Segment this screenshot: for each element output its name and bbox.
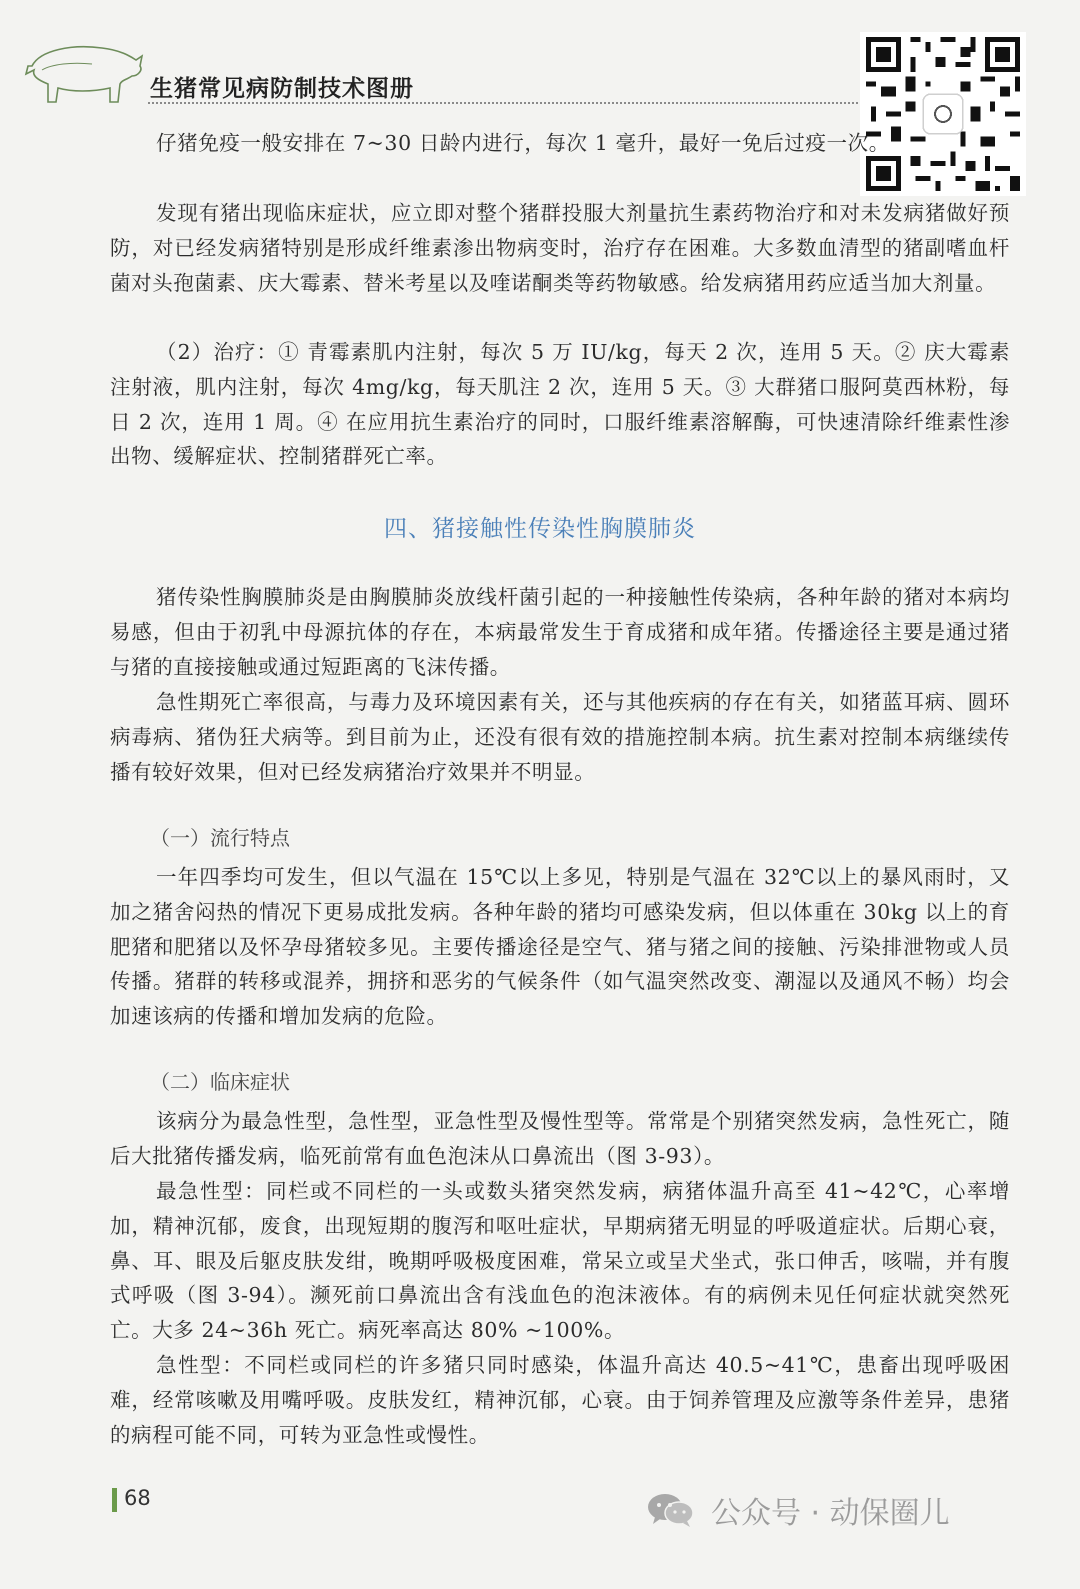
paragraph-treatment-intro: 发现有猪出现临床症状，应立即对整个猪群投服大剂量抗生素药物治疗和对未发病猪做好预防，对已经发病猪特别是形成纤维素渗出物病变时，治疗存在困难。大多数血清型的猪副嗜血杆菌对头孢菌素、庆大霉素、替米考星以及喹诺酮类等药物敏感。给发病猪用药应适当加大剂量。 (110, 201, 1010, 295)
book-title: 生猪常见病防制技术图册 (150, 75, 414, 102)
watermark (645, 1488, 950, 1532)
paragraph-intro-2: 急性期死亡率很高，与毒力及环境因素有关，还与其他疾病的存在有关，如猪蓝耳病、圆环病毒病、猪伪狂犬病等。到目前为止，还没有很有效的措施控制本病。抗生素对控制本病继续传播有较好效果，但对已经发病猪治疗效果并不明显。 (110, 690, 1010, 784)
paragraph-epidemiology: 一年四季均可发生，但以气温在 15℃以上多见，特别是气温在 32℃以上的暴风雨时，又加之猪舍闷热的情况下更易成批发病。各种年龄的猪均可感染发病，但以体重在 30kg 以上的育肥猪和肥猪以及怀孕母猪较多见。主要传播途径是空气、猪与猪之间的接触、污染排泄物或人员传播。猪群的转移或混养，拥挤和恶劣的气候条件（如气温突然改变、潮湿以及通风不畅）均会加速该病的传播和增加发病的危险。 (110, 865, 1010, 1029)
page-number: 68 (124, 1486, 151, 1510)
watermark-text: 公众号 · 动保圈儿 (711, 1496, 950, 1531)
paragraph-symptoms-overview: 该病分为最急性型，急性型，亚急性型及慢性型等。常常是个别猪突然发病，急性死亡，随后大批猪传播发病，临死前常有血色泡沫从口鼻流出（图 3-93）。 (110, 1109, 1010, 1168)
paragraph-vaccination: 仔猪免疫一般安排在 7~30 日龄内进行，每次 1 毫升，最好一免后过疫一次。 (156, 131, 890, 155)
paragraph-intro-1: 猪传染性胸膜肺炎是由胸膜肺炎放线杆菌引起的一种接触性传染病，各种年龄的猪对本病均易感，但由于初乳中母源抗体的存在，本病最常发生于育成猪和成年猪。传播途径主要是通过猪与猪的直接接触或通过短距离的飞沫传播。 (110, 585, 1010, 679)
paragraph-acute-form: 急性型：不同栏或同栏的许多猪只同时感染，体温升高达 40.5~41℃，患畜出现呼吸困难，经常咳嗽及用嘴呼吸。皮肤发红，精神沉郁，心衰。由于饲养管理及应激等条件差异，患猪的病程可能不同，可转为亚急性或慢性。 (110, 1353, 1010, 1447)
page-number-marker (112, 1488, 117, 1512)
header-divider (148, 102, 858, 104)
wechat-icon (645, 1491, 697, 1529)
paragraph-treatment-list: （2）治疗：① 青霉素肌内注射，每次 5 万 IU/kg，每天 2 次，连用 5 天。② 庆大霉素注射液，肌内注射，每次 4mg/kg，每天肌注 2 次，连用 5 天。③ 大群猪口服阿莫西林粉，每日 2 次，连用 1 周。④ 在应用抗生素治疗的同时，口服纤维素溶解酶，可快速清除纤维素性渗出物、缓解症状、控制猪群死亡率。 (110, 340, 1010, 469)
section-title: 四、猪接触性传染性胸膜肺炎 (384, 516, 696, 542)
qr-code-icon (860, 32, 1026, 196)
paragraph-peracute-form: 最急性型：同栏或不同栏的一头或数头猪突然发病，病猪体温升高至 41~42℃，心率增加，精神沉郁，废食，出现短期的腹泻和呕吐症状，早期病猪无明显的呼吸道症状。后期心衰，鼻、耳、眼及后躯皮肤发绀，晚期呼吸极度困难，常呆立或呈犬坐式，张口伸舌，咳喘，并有腹式呼吸（图 3-94）。濒死前口鼻流出含有浅血色的泡沫液体。有的病例未见任何症状就突然死亡。大多 24~36h 死亡。病死率高达 80% ~100%。 (110, 1179, 1010, 1343)
subsection-heading-epidemiology: （一）流行特点 (150, 826, 290, 850)
pig-logo-icon (22, 36, 147, 108)
subsection-heading-symptoms: （二）临床症状 (150, 1070, 290, 1094)
